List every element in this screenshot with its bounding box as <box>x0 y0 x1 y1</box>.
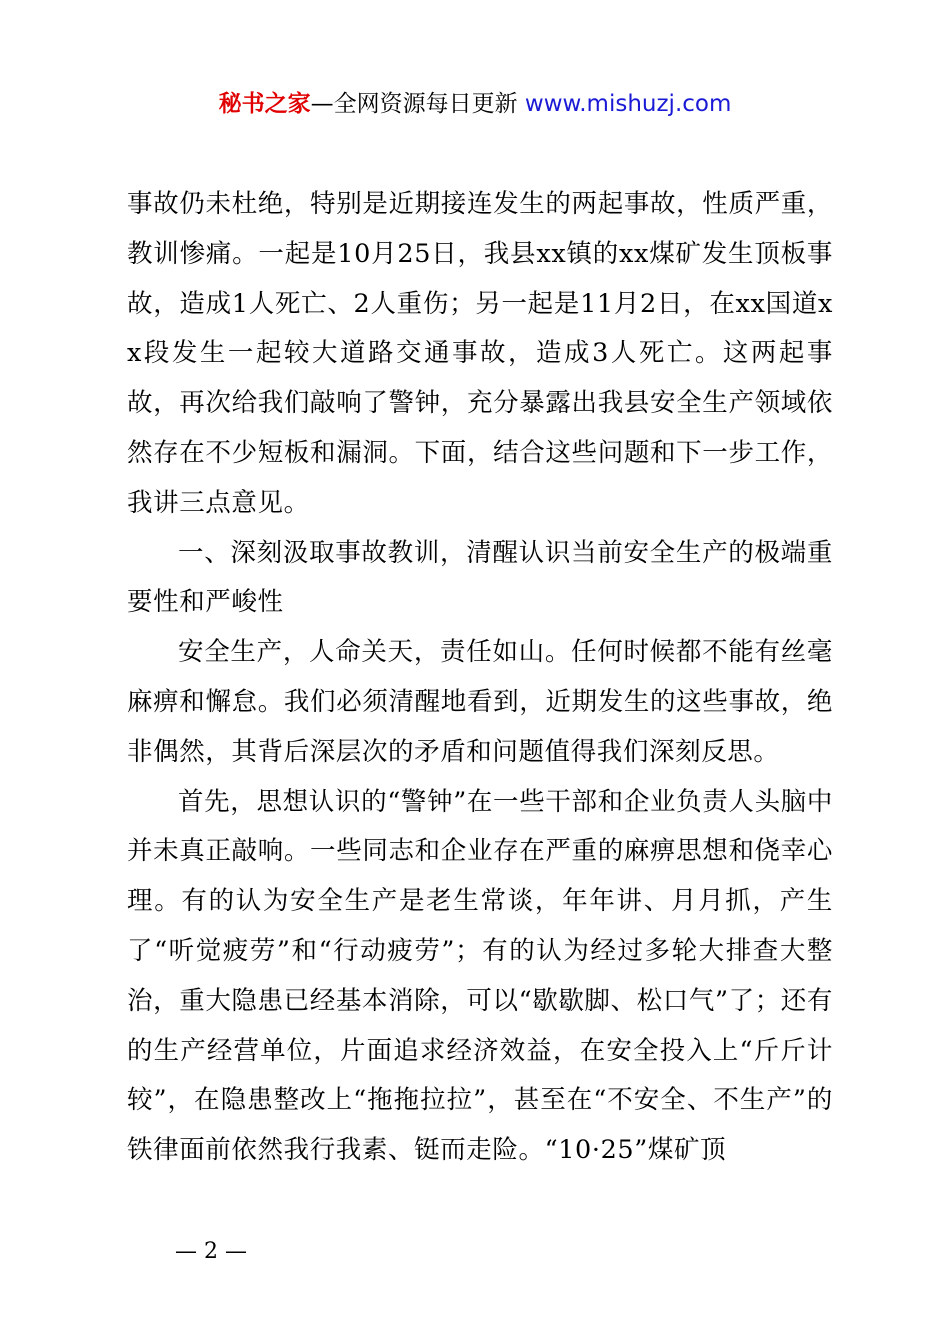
page-number: — 2 — <box>175 1239 247 1264</box>
site-banner <box>0 86 950 122</box>
site-url-link[interactable]: www.mishuzj.com <box>524 91 732 117</box>
body-paragraph: 安全生产，人命关天，责任如山。任何时候都不能有丝毫麻痹和懈怠。我们必须清醒地看到，近期发生的这些事故，绝非偶然，其背后深层次的矛盾和问题值得我们深刻反思。 <box>127 637 833 767</box>
site-brand: 秘书之家 <box>218 91 311 117</box>
section-heading: 一、深刻汲取事故教训，清醒认识当前安全生产的极端重要性和严峻性 <box>127 537 833 618</box>
document-body <box>127 180 833 1176</box>
body-paragraph: 事故仍未杜绝，特别是近期接连发生的两起事故，性质严重，教训惨痛。一起是10月25日，我县xx镇的xx煤矿发生顶板事故，造成1人死亡、2人重伤；另一起是11月2日，在xx国道xx段发生一起较大道路交通事故，造成3人死亡。这两起事故，再次给我们敲响了警钟，充分暴露出我县安全生产领域依然存在不少短板和漏洞。下面，结合这些问题和下一步工作，我讲三点意见。 <box>127 189 833 518</box>
body-paragraph: 首先，思想认识的“警钟”在一些干部和企业负责人头脑中并未真正敲响。一些同志和企业存在严重的麻痹思想和侥幸心理。有的认为安全生产是老生常谈，年年讲、月月抓，产生了“听觉疲劳”和“行动疲劳”；有的认为经过多轮大排查大整治，重大隐患已经基本消除，可以“歇歇脚、松口气”了；还有的生产经营单位，片面追求经济效益，在安全投入上“斤斤计较”，在隐患整改上“拖拖拉拉”，甚至在“不安全、不生产”的铁律面前依然我行我素、铤而走险。“10·25”煤矿顶 <box>127 786 833 1166</box>
site-slogan: —全网资源每日更新 <box>310 91 525 117</box>
